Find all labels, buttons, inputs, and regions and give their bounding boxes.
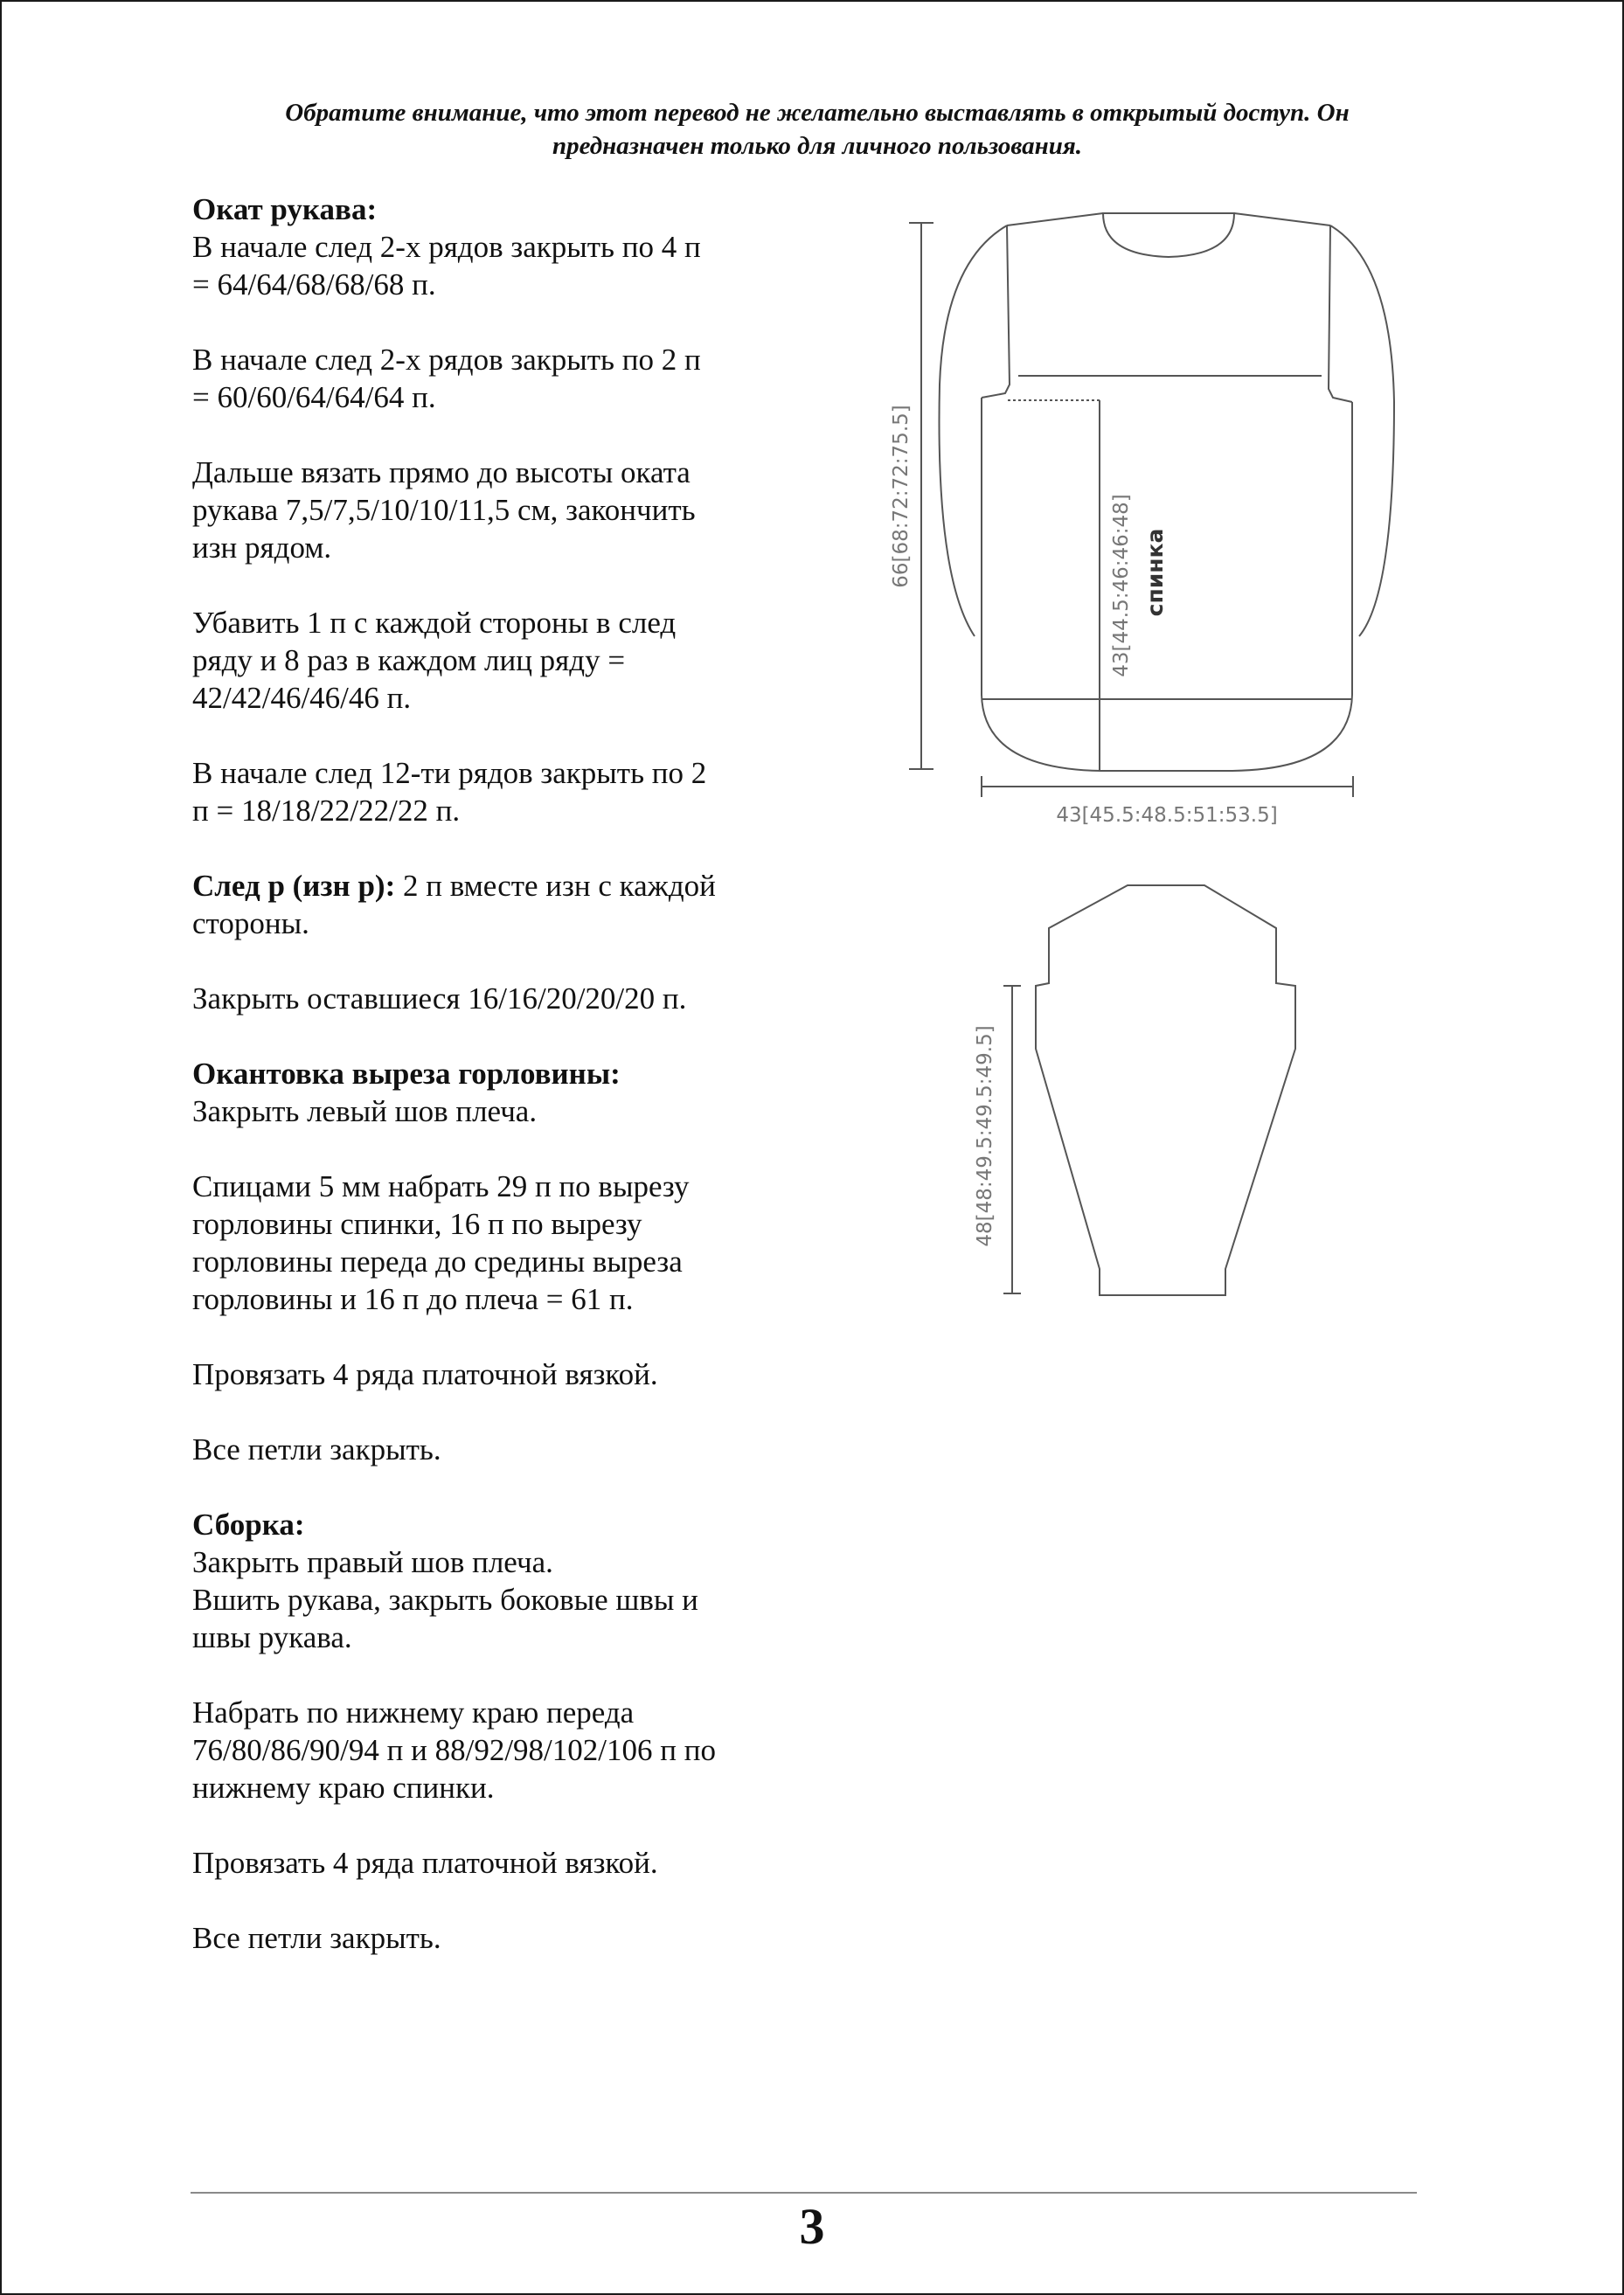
text-line: горловины и 16 п до плеча = 61 п. <box>192 1282 634 1316</box>
left-sleeve-outline <box>940 225 1008 636</box>
notice-line: предназначен только для личного пользования. <box>552 132 1083 160</box>
text-line: Все петли закрыть. <box>192 1921 441 1955</box>
paragraph <box>192 1055 804 1130</box>
sleeve-schematic <box>961 865 1329 1320</box>
text-line: В начале след 2-х рядов закрыть по 2 п <box>192 343 701 377</box>
right-shoulder-line <box>1234 213 1330 225</box>
text-line: Провязать 4 ряда платочной вязкой. <box>192 1846 658 1880</box>
paragraph <box>192 454 804 566</box>
text-line: Все петли закрыть. <box>192 1432 441 1466</box>
text-line: горловины спинки, 16 п по вырезу <box>192 1207 642 1241</box>
width-label: 43[45.5:48.5:51:53.5] <box>1056 804 1278 827</box>
sleeve-outline <box>1036 885 1295 1295</box>
neckline <box>1103 213 1234 257</box>
section-heading-assembly: Сборка: <box>192 1508 305 1542</box>
text-line: швы рукава. <box>192 1620 352 1654</box>
paragraph <box>192 1356 804 1393</box>
paragraph <box>192 754 804 829</box>
text-line: Убавить 1 п с каждой стороны в след <box>192 606 677 640</box>
paragraph <box>192 604 804 717</box>
text-line <box>192 867 804 905</box>
paragraph <box>192 1431 804 1468</box>
text-line: Закрыть левый шов плеча. <box>192 1094 538 1128</box>
text-line: 76/80/86/90/94 п и 88/92/98/102/106 п по <box>192 1733 716 1767</box>
height-label: 66[68:72:72:75.5] <box>890 405 913 588</box>
text-line: Закрыть оставшиеся 16/16/20/20/20 п. <box>192 981 687 1016</box>
notice-line: Обратите внимание, что этот перевод не желательно выставлять в открытый доступ. Он <box>285 99 1350 127</box>
text-line: ряду и 8 раз в каждом лиц ряду = <box>192 643 626 677</box>
left-side-outline <box>982 225 1010 398</box>
section-heading-neckband: Окантовка выреза горловины: <box>192 1057 621 1091</box>
inline-heading: След р (изн р): <box>192 869 396 903</box>
text-line: Закрыть правый шов плеча. <box>192 1545 553 1579</box>
text-line: В начале след 12-ти рядов закрыть по 2 <box>192 756 707 790</box>
sweater-back-schematic <box>857 201 1416 839</box>
inner-height-label: 43[44.5:46:46:48] <box>1110 494 1133 677</box>
paragraph <box>192 1168 804 1318</box>
section-heading-sleeve-cap: Окат рукава: <box>192 192 378 226</box>
text-line: Дальше вязать прямо до высоты оката <box>192 455 691 489</box>
text-line: горловины переда до средины выреза <box>192 1245 683 1279</box>
text-line: изн рядом. <box>192 530 332 565</box>
right-sleeve-outline <box>1330 225 1394 636</box>
usage-notice <box>175 96 1460 163</box>
instructions-column <box>192 191 804 1957</box>
page-number: 3 <box>799 2198 825 2255</box>
text-line: Провязать 4 ряда платочной вязкой. <box>192 1357 658 1391</box>
paragraph <box>192 1506 804 1656</box>
paragraph <box>192 867 804 942</box>
sleeve-length-label: 48[48:49.5:49.5:49.5] <box>974 1025 996 1247</box>
text-line: п = 18/18/22/22/22 п. <box>192 794 461 828</box>
paragraph <box>192 1844 804 1882</box>
text-line: рукава 7,5/7,5/10/10/11,5 см, закончить <box>192 493 696 527</box>
paragraph <box>192 191 804 303</box>
text-line: = 60/60/64/64/64 п. <box>192 380 436 414</box>
text-line: нижнему краю спинки. <box>192 1771 495 1805</box>
text-line: Спицами 5 мм набрать 29 п по вырезу <box>192 1169 690 1203</box>
right-side-outline <box>1329 225 1352 402</box>
piece-label: спинка <box>1142 528 1168 617</box>
paragraph <box>192 980 804 1017</box>
text-line: стороны. <box>192 906 309 940</box>
text-line: = 64/64/68/68/68 п. <box>192 267 436 302</box>
text-line: В начале след 2-х рядов закрыть по 4 п <box>192 230 701 264</box>
text-line: 42/42/46/46/46 п. <box>192 681 412 715</box>
text-line: Вшить рукава, закрыть боковые швы и <box>192 1583 698 1617</box>
paragraph <box>192 1919 804 1957</box>
text-line: Набрать по нижнему краю переда <box>192 1695 635 1730</box>
inline-text: 2 п вместе изн с каждой <box>395 869 716 903</box>
paragraph <box>192 1694 804 1806</box>
paragraph <box>192 341 804 416</box>
left-shoulder-line <box>1007 213 1103 225</box>
